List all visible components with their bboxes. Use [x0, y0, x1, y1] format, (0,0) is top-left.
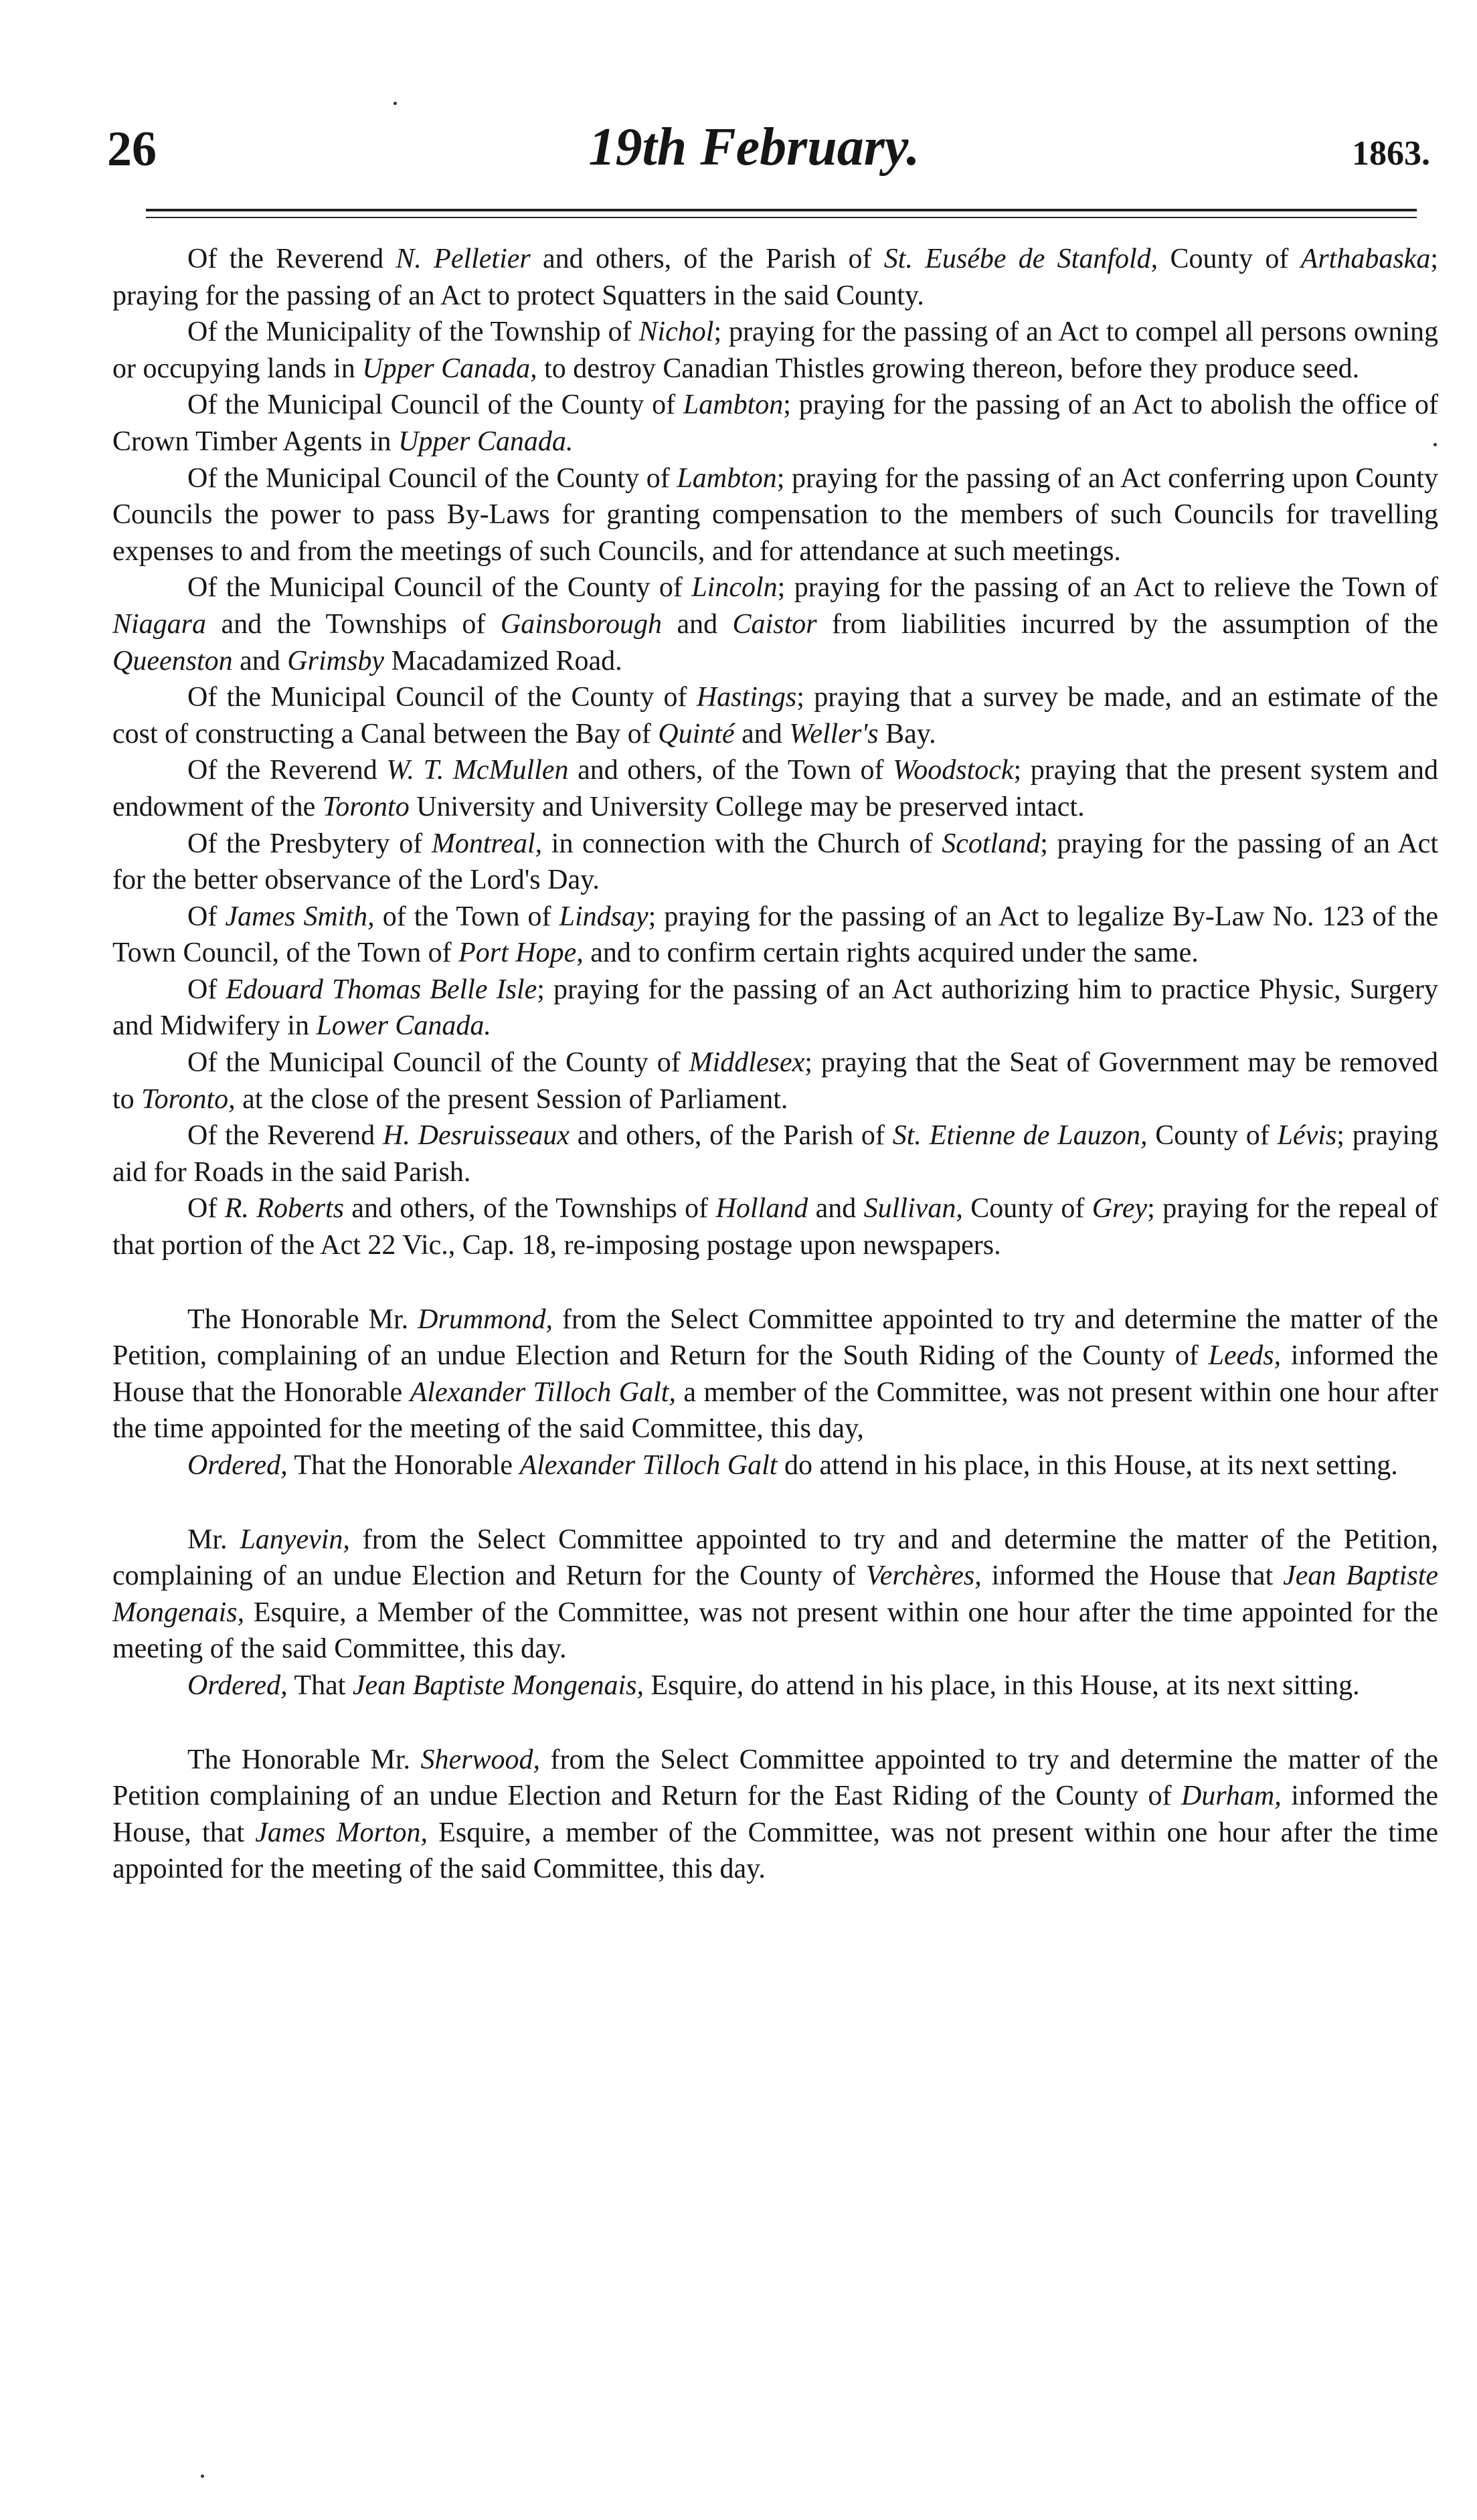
- paragraph: [112, 899, 1438, 972]
- paragraph: [112, 460, 1438, 570]
- paragraph: [112, 972, 1438, 1045]
- text-run: at the close of the present Session of Parliament.: [235, 1083, 788, 1115]
- paragraph: [112, 752, 1438, 825]
- text-run: County of: [962, 1193, 1092, 1225]
- text-run: ; praying that the present system and endowment of the: [112, 755, 1438, 822]
- text-run: and: [734, 718, 790, 749]
- text-run: informed the House, that: [112, 1781, 1438, 1848]
- text-run: Of the Reverend: [187, 244, 396, 274]
- paragraph: [112, 1301, 1438, 1447]
- text-run: ; praying for the passing of an Act to relieve the Town of: [777, 572, 1438, 604]
- italic-run: Woodstock: [893, 755, 1014, 786]
- text-run: Of the Reverend: [187, 755, 387, 786]
- header-rule-thin: [146, 217, 1417, 218]
- text-run: Of the Reverend: [187, 1120, 383, 1152]
- text-run: Of the Municipal Council of the County of: [187, 1047, 689, 1079]
- italic-run: Nichol: [638, 317, 714, 348]
- header-rule: [146, 209, 1417, 211]
- running-head: [107, 100, 1430, 177]
- text-run: of the Town of: [374, 901, 559, 932]
- text-run: and the Townships of: [206, 608, 501, 640]
- paragraph: [112, 1190, 1438, 1263]
- text-run: Of the Municipality of the Township of: [187, 317, 639, 348]
- italic-run: Arthabaska: [1300, 244, 1431, 274]
- italic-run: Toronto: [322, 791, 410, 822]
- text-run: That: [287, 1670, 353, 1701]
- text-run: ; praying for the passing of an Act to protect Squatters in the said County.: [112, 244, 1438, 311]
- text-run: Of the Municipal Council of the County of: [187, 462, 677, 494]
- text-run: and to confirm certain rights acquired under the same.: [583, 937, 1199, 969]
- print-speck: [394, 102, 397, 105]
- italic-run: N. Pelletier: [396, 244, 531, 274]
- italic-run: Weller's: [789, 718, 879, 749]
- italic-run: Ordered,: [187, 1450, 288, 1481]
- italic-run: Middlesex: [689, 1047, 805, 1079]
- text-run: Of: [187, 1193, 225, 1225]
- italic-run: Montreal,: [431, 828, 543, 859]
- italic-run: Verchères,: [865, 1560, 982, 1592]
- italic-run: Jean Baptiste Mongenais,: [112, 1560, 1439, 1628]
- paragraph: [112, 387, 1438, 460]
- paragraph: [112, 1742, 1438, 1888]
- text-run: County of: [1158, 244, 1301, 274]
- italic-run: W. T. McMullen: [386, 755, 569, 786]
- text-run: from the Select Committee appointed to try and determine the matter of the Petition complaining of an undue Election and Return for the East Riding of the County of: [112, 1744, 1438, 1812]
- text-run: ; praying for the passing of an Act to abolish the office of Crown Timber Agents in: [112, 389, 1438, 457]
- italic-run: Sherwood,: [420, 1744, 541, 1775]
- italic-run: Leeds,: [1208, 1340, 1282, 1372]
- text-run: ; praying for the passing of an Act for the better observance of the Lord's Day.: [112, 828, 1438, 896]
- italic-run: Durham,: [1181, 1781, 1282, 1812]
- body-text: [112, 241, 1438, 1888]
- italic-run: Lambton: [677, 462, 777, 494]
- italic-run: James Smith,: [225, 901, 375, 932]
- text-run: ; praying that a survey be made, and an estimate of the cost of constructing a Canal between the Bay of: [112, 682, 1438, 749]
- italic-run: Lambton: [683, 389, 784, 421]
- text-run: County of: [1147, 1120, 1278, 1152]
- text-run: do attend in his place, in this House, at its next setting.: [777, 1450, 1398, 1481]
- italic-run: Lower Canada.: [316, 1010, 491, 1042]
- italic-run: Lanyevin,: [240, 1524, 350, 1555]
- italic-run: Niagara: [112, 608, 207, 640]
- italic-run: Alexander Tilloch Galt,: [410, 1376, 676, 1408]
- italic-run: Quinté: [658, 718, 735, 749]
- italic-run: Caistor: [732, 608, 817, 640]
- italic-run: St. Etienne de Lauzon,: [892, 1120, 1148, 1152]
- italic-run: Upper Canada.: [398, 426, 574, 457]
- text-run: Of: [187, 974, 226, 1005]
- text-run: ; praying for the passing of an Act conferring upon County Councils the power to pass By-Laws for granting compensation to the members of such Councils for travelling expenses to and from the meetings of such Councils, and for attendance at such meetings.: [112, 462, 1438, 567]
- paragraph: [112, 1117, 1438, 1190]
- italic-run: Jean Baptiste Mongenais,: [352, 1670, 644, 1701]
- italic-run: Holland: [715, 1193, 808, 1225]
- text-run: ; praying for the passing of an Act authorizing him to practice Physic, Surgery and Midwifery in: [112, 974, 1438, 1042]
- italic-run: Lévis: [1277, 1120, 1337, 1152]
- paragraph: [112, 679, 1438, 752]
- paragraph: [112, 1045, 1438, 1117]
- italic-run: James Morton,: [255, 1817, 428, 1848]
- text-run: ; praying for the passing of an Act to legalize By-Law No. 123 of the Town Council, of the Town of: [112, 901, 1438, 969]
- text-run: The Honorable Mr.: [187, 1744, 421, 1775]
- italic-run: Port Hope,: [458, 937, 584, 969]
- text-run: The Honorable Mr.: [187, 1303, 418, 1335]
- italic-run: Alexander Tilloch Galt: [519, 1450, 778, 1481]
- text-run: ; praying for the repeal of that portion of the Act 22 Vic., Cap. 18, re-imposing postage upon newspapers.: [112, 1193, 1438, 1261]
- paragraph: [112, 314, 1438, 387]
- italic-run: R. Roberts: [224, 1193, 344, 1225]
- italic-run: Edouard Thomas Belle Isle: [226, 974, 537, 1005]
- print-speck: [1433, 443, 1437, 446]
- italic-run: H. Desruisseaux: [383, 1120, 570, 1152]
- text-run: informed the House that: [981, 1560, 1284, 1592]
- paragraph: [112, 569, 1438, 679]
- text-run: and others, of the Town of: [568, 755, 893, 786]
- text-run: Of the Municipal Council of the County of: [187, 389, 683, 421]
- text-run: University and University College may be preserved intact.: [409, 791, 1085, 822]
- paragraph: [112, 241, 1438, 314]
- italic-run: Grimsby: [287, 645, 384, 677]
- text-run: Esquire, do attend in his place, in this House, at its next sitting.: [643, 1670, 1360, 1701]
- page-year: 1863.: [1351, 134, 1430, 173]
- italic-run: St. Eusébe de Stanfold,: [883, 244, 1158, 274]
- text-run: and others, of the Parish of: [569, 1120, 893, 1152]
- text-run: and others, of the Parish of: [530, 244, 884, 274]
- text-run: Of: [187, 901, 226, 932]
- paragraph: [112, 1522, 1438, 1668]
- text-run: to destroy Canadian Thistles growing thereon, before they produce seed.: [537, 353, 1360, 384]
- text-run: and: [662, 608, 733, 640]
- text-run: informed the House that the Honorable: [112, 1340, 1438, 1408]
- italic-run: Gainsborough: [500, 608, 662, 640]
- italic-run: Upper Canada,: [362, 353, 537, 384]
- text-run: Esquire, a Member of the Committee, was not present within one hour after the time appointed for the meeting of the said Committee, this day.: [112, 1597, 1438, 1665]
- italic-run: Ordered,: [187, 1670, 288, 1701]
- text-run: and: [232, 645, 288, 677]
- text-run: and others, of the Townships of: [343, 1193, 716, 1225]
- text-run: from the Select Committee appointed to try and and determine the matter of the Petition, complaining of an undue Election and Return for the County of: [112, 1524, 1439, 1592]
- page-date: 19th February.: [588, 118, 920, 177]
- text-run: ; praying that the Seat of Government may be removed to: [112, 1047, 1438, 1115]
- text-run: from the Select Committee appointed to try and determine the matter of the Petition, complaining of an undue Election and Return for the South Riding of the County of: [112, 1303, 1438, 1372]
- text-run: ; praying aid for Roads in the said Parish.: [112, 1120, 1438, 1188]
- paragraph: [112, 826, 1438, 899]
- text-run: Mr.: [187, 1524, 240, 1555]
- italic-run: Grey: [1092, 1193, 1148, 1225]
- italic-run: Queenston: [112, 645, 233, 677]
- text-run: a member of the Committee, was not present within one hour after the time appointed for the meeting of the said Committee, this day,: [112, 1376, 1438, 1445]
- text-run: That the Honorable: [287, 1450, 520, 1481]
- text-run: from liabilities incurred by the assumption of the: [816, 608, 1438, 640]
- text-run: Macadamized Road.: [383, 645, 622, 677]
- text-run: in connection with the Church of: [542, 828, 942, 859]
- text-run: Esquire, a member of the Committee, was not present within one hour after the time appointed for the meeting of the said Committee, this day.: [112, 1817, 1439, 1885]
- text-run: Of the Presbytery of: [187, 828, 432, 859]
- text-run: ; praying for the passing of an Act to compel all persons owning or occupying lands in: [112, 317, 1438, 384]
- italic-run: Lincoln: [691, 572, 778, 604]
- italic-run: Toronto,: [141, 1083, 236, 1115]
- text-run: Of the Municipal Council of the County of: [187, 682, 697, 713]
- text-run: Bay.: [878, 718, 936, 749]
- italic-run: Sullivan,: [863, 1193, 963, 1225]
- print-speck: [201, 2474, 204, 2478]
- italic-run: Drummond,: [418, 1303, 553, 1335]
- text-run: and: [808, 1193, 864, 1225]
- text-run: Of the Municipal Council of the County of: [187, 572, 692, 604]
- italic-run: Hastings: [696, 682, 797, 713]
- paragraph: [112, 1447, 1438, 1484]
- italic-run: Scotland: [942, 828, 1041, 859]
- italic-run: Lindsay: [559, 901, 648, 932]
- paragraph: [112, 1668, 1438, 1704]
- page-number: 26: [107, 122, 157, 177]
